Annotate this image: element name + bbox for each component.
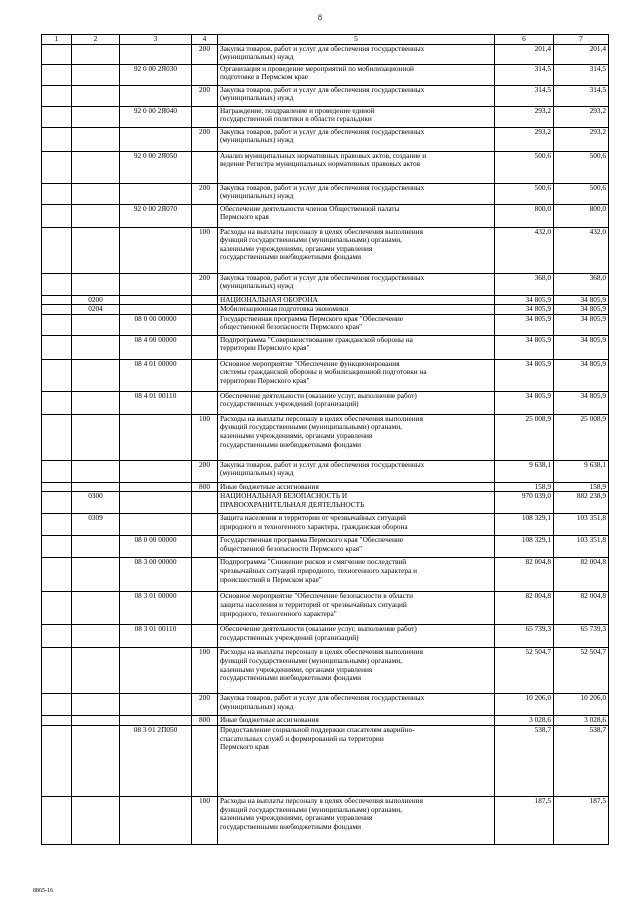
table-row: [42, 625, 609, 648]
cell-c3: 08 0 00 00000: [120, 536, 192, 558]
cell-c7: 800,0: [554, 204, 609, 227]
cell-c6: 3 028,6: [495, 716, 554, 726]
cell-c7: 34 805,9: [554, 314, 609, 335]
cell-c5: Предоставление социальной поддержки спасателям аварийно- спасательных служб и формирований на территории Пермского края: [218, 725, 495, 796]
cell-c1: [42, 391, 72, 414]
cell-c1: [42, 414, 72, 460]
table-row: [42, 314, 609, 335]
cell-c4: 100: [192, 796, 218, 844]
cell-c4: 200: [192, 273, 218, 295]
table-row: [42, 536, 609, 558]
cell-c5: Мобилизационная подготовка экономики: [218, 305, 495, 315]
cell-c1: [42, 335, 72, 359]
cell-c3: [120, 44, 192, 64]
cell-c4: [192, 305, 218, 315]
cell-c7: 34 805,9: [554, 391, 609, 414]
cell-c1: [42, 305, 72, 315]
cell-c4: [192, 204, 218, 227]
cell-c6: 34 805,9: [495, 314, 554, 335]
table-row: [42, 648, 609, 694]
table-row: [42, 273, 609, 295]
cell-c3: [120, 227, 192, 273]
cell-c6: 108 329,1: [495, 536, 554, 558]
cell-c2: [72, 64, 120, 85]
cell-c3: 08 0 00 00000: [120, 314, 192, 335]
cell-c7: 201,4: [554, 44, 609, 64]
cell-c7: 500,6: [554, 183, 609, 204]
cell-c3: [120, 127, 192, 151]
cell-c2: 0204: [72, 305, 120, 315]
cell-c5: Организация и проведение мероприятий по мобилизационной подготовке в Пермском крае: [218, 64, 495, 85]
cell-c5: Закупка товаров, работ и услуг для обеспечения государственных (муниципальных) нужд: [218, 273, 495, 295]
cell-c5: Основное мероприятие "Обеспечение функционирования системы гражданской обороны и мобилизационной подготовки на территории Пермского края": [218, 359, 495, 391]
cell-c6: 108 329,1: [495, 514, 554, 536]
cell-c2: 0300: [72, 492, 120, 514]
cell-c3: 92 0 00 2Я040: [120, 106, 192, 127]
cell-c1: [42, 625, 72, 648]
table-row: [42, 127, 609, 151]
table-row: [42, 558, 609, 592]
cell-c2: [72, 335, 120, 359]
cell-c4: [192, 492, 218, 514]
column-header-6: 6: [495, 35, 554, 45]
cell-c1: [42, 514, 72, 536]
cell-c2: [72, 796, 120, 844]
cell-c2: [72, 314, 120, 335]
cell-c3: [120, 305, 192, 315]
cell-c5: Анализ муниципальных нормативных правовых актов, создание и ведение Регистра муниципальных нормативных правовых актов: [218, 151, 495, 183]
cell-c1: [42, 694, 72, 716]
cell-c2: [72, 648, 120, 694]
cell-c6: 10 206,0: [495, 694, 554, 716]
cell-c1: [42, 273, 72, 295]
cell-c6: 314,5: [495, 64, 554, 85]
cell-c3: 08 3 00 00000: [120, 558, 192, 592]
cell-c6: 65 739,3: [495, 625, 554, 648]
cell-c2: [72, 625, 120, 648]
table-row: [42, 492, 609, 514]
cell-c4: [192, 295, 218, 305]
cell-c1: [42, 204, 72, 227]
cell-c1: [42, 127, 72, 151]
table-row: [42, 460, 609, 482]
cell-c6: 82 004,8: [495, 592, 554, 625]
column-header-3: 3: [120, 35, 192, 45]
table-row: [42, 694, 609, 716]
cell-c3: [120, 273, 192, 295]
cell-c2: [72, 85, 120, 106]
column-header-2: 2: [72, 35, 120, 45]
cell-c1: [42, 295, 72, 305]
cell-c4: 200: [192, 85, 218, 106]
cell-c6: 34 805,9: [495, 359, 554, 391]
cell-c7: 293,2: [554, 106, 609, 127]
cell-c4: 200: [192, 127, 218, 151]
cell-c5: Закупка товаров, работ и услуг для обеспечения государственных (муниципальных) нужд: [218, 183, 495, 204]
table-row: [42, 305, 609, 315]
cell-c1: [42, 151, 72, 183]
table-row: [42, 44, 609, 64]
cell-c4: [192, 391, 218, 414]
cell-c2: [72, 716, 120, 726]
cell-c6: 800,0: [495, 204, 554, 227]
cell-c7: 368,0: [554, 273, 609, 295]
cell-c3: [120, 648, 192, 694]
cell-c3: [120, 716, 192, 726]
cell-c4: [192, 359, 218, 391]
cell-c6: 52 504,7: [495, 648, 554, 694]
cell-c1: [42, 592, 72, 625]
cell-c5: Расходы на выплаты персоналу в целях обеспечения выполнения функций государственными (муниципальными) органами, казенными учреждениями, органами управления государственными внебюджетными фондами: [218, 648, 495, 694]
cell-c2: [72, 359, 120, 391]
cell-c2: [72, 414, 120, 460]
cell-c6: 970 039,0: [495, 492, 554, 514]
cell-c2: [72, 592, 120, 625]
cell-c7: 187,5: [554, 796, 609, 844]
cell-c3: [120, 460, 192, 482]
cell-c2: [72, 183, 120, 204]
cell-c2: [72, 44, 120, 64]
cell-c4: 200: [192, 183, 218, 204]
table-row: [42, 204, 609, 227]
cell-c6: 34 805,9: [495, 335, 554, 359]
cell-c3: [120, 85, 192, 106]
cell-c3: [120, 414, 192, 460]
cell-c4: [192, 592, 218, 625]
cell-c4: 100: [192, 414, 218, 460]
cell-c4: [192, 725, 218, 796]
cell-c5: Государственная программа Пермского края "Обеспечение общественной безопасности Пермского края": [218, 314, 495, 335]
cell-c4: [192, 536, 218, 558]
cell-c5: Закупка товаров, работ и услуг для обеспечения государственных (муниципальных) нужд: [218, 127, 495, 151]
cell-c1: [42, 44, 72, 64]
cell-c5: Иные бюджетные ассигнования: [218, 482, 495, 492]
cell-c7: 293,2: [554, 127, 609, 151]
cell-c6: 314,5: [495, 85, 554, 106]
table-row: [42, 295, 609, 305]
cell-c3: 92 0 00 2Я030: [120, 64, 192, 85]
cell-c4: [192, 151, 218, 183]
cell-c1: [42, 796, 72, 844]
cell-c7: 500,6: [554, 151, 609, 183]
cell-c7: 882 238,9: [554, 492, 609, 514]
cell-c3: 08 3 01 00000: [120, 592, 192, 625]
budget-table: [41, 34, 609, 845]
table-row: [42, 106, 609, 127]
cell-c3: [120, 514, 192, 536]
cell-c5: Закупка товаров, работ и услуг для обеспечения государственных (муниципальных) нужд: [218, 694, 495, 716]
cell-c7: 34 805,9: [554, 305, 609, 315]
page-number: 8: [318, 13, 322, 22]
cell-c3: [120, 482, 192, 492]
cell-c4: [192, 335, 218, 359]
cell-c5: НАЦИОНАЛЬНАЯ ОБОРОНА: [218, 295, 495, 305]
cell-c3: [120, 295, 192, 305]
cell-c4: [192, 64, 218, 85]
cell-c1: [42, 536, 72, 558]
cell-c5: Закупка товаров, работ и услуг для обеспечения государственных (муниципальных) нужд: [218, 85, 495, 106]
cell-c6: 293,2: [495, 106, 554, 127]
cell-c5: Обеспечение деятельности (оказание услуг, выполнение работ) государственных учреждений (организаций): [218, 391, 495, 414]
table-row: [42, 151, 609, 183]
cell-c7: 65 739,3: [554, 625, 609, 648]
cell-c6: 432,0: [495, 227, 554, 273]
cell-c5: Расходы на выплаты персоналу в целях обеспечения выполнения функций государственными (муниципальными) органами, казенными учреждениями, органами управления государственными внебюджетными фондами: [218, 227, 495, 273]
cell-c7: 34 805,9: [554, 295, 609, 305]
column-header-5: 5: [218, 35, 495, 45]
cell-c4: [192, 106, 218, 127]
cell-c6: 500,6: [495, 183, 554, 204]
table-row: [42, 183, 609, 204]
cell-c1: [42, 314, 72, 335]
cell-c4: 200: [192, 44, 218, 64]
cell-c1: [42, 359, 72, 391]
table-row: [42, 514, 609, 536]
cell-c2: [72, 482, 120, 492]
cell-c7: 103 351,8: [554, 536, 609, 558]
cell-c7: 82 004,8: [554, 592, 609, 625]
cell-c3: 08 3 01 00110: [120, 625, 192, 648]
cell-c7: 103 351,8: [554, 514, 609, 536]
cell-c4: [192, 314, 218, 335]
cell-c3: 08 4 01 00110: [120, 391, 192, 414]
cell-c2: [72, 460, 120, 482]
table-row: [42, 482, 609, 492]
cell-c6: 538,7: [495, 725, 554, 796]
cell-c7: 34 805,9: [554, 359, 609, 391]
cell-c7: 158,9: [554, 482, 609, 492]
cell-c5: Обеспечение деятельности (оказание услуг, выполнение работ) государственных учреждений (организаций): [218, 625, 495, 648]
cell-c7: 314,5: [554, 85, 609, 106]
cell-c6: 187,5: [495, 796, 554, 844]
cell-c4: 200: [192, 694, 218, 716]
column-header-row: [42, 35, 609, 45]
table-row: [42, 592, 609, 625]
cell-c4: [192, 514, 218, 536]
cell-c6: 201,4: [495, 44, 554, 64]
cell-c5: Подпрограмма "Совершенствование гражданской обороны на территории Пермского края": [218, 335, 495, 359]
cell-c6: 34 805,9: [495, 305, 554, 315]
cell-c1: [42, 482, 72, 492]
cell-c2: [72, 273, 120, 295]
cell-c6: 9 638,1: [495, 460, 554, 482]
cell-c7: 82 004,8: [554, 558, 609, 592]
cell-c3: [120, 796, 192, 844]
cell-c5: Основное мероприятие "Обеспечение безопасности в области защиты населения и территорий от чрезвычайных ситуаций природного, техногенного характера": [218, 592, 495, 625]
table-row: [42, 796, 609, 844]
cell-c1: [42, 64, 72, 85]
cell-c4: [192, 625, 218, 648]
cell-c1: [42, 492, 72, 514]
cell-c1: [42, 85, 72, 106]
cell-c5: Обеспечение деятельности членов Общественной палаты Пермского края: [218, 204, 495, 227]
cell-c5: Расходы на выплаты персоналу в целях обеспечения выполнения функций государственными (муниципальными) органами, казенными учреждениями, органами управления государственными внебюджетными фондами: [218, 414, 495, 460]
cell-c5: Закупка товаров, работ и услуг для обеспечения государственных (муниципальных) нужд: [218, 44, 495, 64]
cell-c3: 92 0 00 2Я070: [120, 204, 192, 227]
cell-c6: 82 004,8: [495, 558, 554, 592]
table-row: [42, 359, 609, 391]
cell-c2: [72, 391, 120, 414]
cell-c4: 200: [192, 460, 218, 482]
cell-c5: Подпрограмма "Снижение рисков и смягчение последствий чрезвычайных ситуаций природного, техногенного характера и происшествий в Пермском крае": [218, 558, 495, 592]
cell-c5: Расходы на выплаты персоналу в целях обеспечения выполнения функций государственными (муниципальными) органами, казенными учреждениями, органами управления государственными внебюджетными фондами: [218, 796, 495, 844]
cell-c2: [72, 127, 120, 151]
cell-c3: 92 0 00 2Я050: [120, 151, 192, 183]
cell-c3: 08 4 00 00000: [120, 335, 192, 359]
cell-c7: 314,5: [554, 64, 609, 85]
cell-c5: Награждение, поздравление и проведение единой государственной политики в области геральдики: [218, 106, 495, 127]
cell-c4: 100: [192, 648, 218, 694]
cell-c2: [72, 536, 120, 558]
cell-c1: [42, 648, 72, 694]
cell-c7: 9 638,1: [554, 460, 609, 482]
table-row: [42, 85, 609, 106]
cell-c1: [42, 716, 72, 726]
cell-c3: [120, 694, 192, 716]
cell-c6: 368,0: [495, 273, 554, 295]
cell-c1: [42, 227, 72, 273]
cell-c5: Закупка товаров, работ и услуг для обеспечения государственных (муниципальных) нужд: [218, 460, 495, 482]
cell-c3: [120, 492, 192, 514]
cell-c2: [72, 204, 120, 227]
table-row: [42, 64, 609, 85]
cell-c2: 0200: [72, 295, 120, 305]
table-row: [42, 227, 609, 273]
cell-c7: 52 504,7: [554, 648, 609, 694]
cell-c1: [42, 183, 72, 204]
cell-c3: 08 3 01 2П050: [120, 725, 192, 796]
cell-c7: 10 206,0: [554, 694, 609, 716]
cell-c5: Государственная программа Пермского края "Обеспечение общественной безопасности Пермского края": [218, 536, 495, 558]
cell-c2: [72, 558, 120, 592]
cell-c6: 25 008,9: [495, 414, 554, 460]
footer-code: 8865-16: [33, 888, 53, 894]
cell-c1: [42, 725, 72, 796]
table-row: [42, 414, 609, 460]
table-row: [42, 725, 609, 796]
cell-c2: [72, 694, 120, 716]
cell-c5: Иные бюджетные ассигнования: [218, 716, 495, 726]
cell-c5: Защита населения и территории от чрезвычайных ситуаций природного и техногенного характера, гражданская оборона: [218, 514, 495, 536]
table-row: [42, 335, 609, 359]
cell-c1: [42, 106, 72, 127]
cell-c7: 3 028,6: [554, 716, 609, 726]
cell-c6: 293,2: [495, 127, 554, 151]
cell-c7: 432,0: [554, 227, 609, 273]
cell-c4: [192, 558, 218, 592]
cell-c2: [72, 725, 120, 796]
cell-c6: 34 805,9: [495, 391, 554, 414]
cell-c2: 0309: [72, 514, 120, 536]
cell-c7: 538,7: [554, 725, 609, 796]
cell-c1: [42, 460, 72, 482]
cell-c6: 500,6: [495, 151, 554, 183]
cell-c6: 158,9: [495, 482, 554, 492]
cell-c2: [72, 151, 120, 183]
column-header-7: 7: [554, 35, 609, 45]
cell-c7: 34 805,9: [554, 335, 609, 359]
cell-c4: 800: [192, 716, 218, 726]
cell-c4: 800: [192, 482, 218, 492]
cell-c6: 34 805,9: [495, 295, 554, 305]
cell-c3: 08 4 01 00000: [120, 359, 192, 391]
column-header-1: 1: [42, 35, 72, 45]
table-row: [42, 716, 609, 726]
table-row: [42, 391, 609, 414]
cell-c4: 100: [192, 227, 218, 273]
column-header-4: 4: [192, 35, 218, 45]
cell-c7: 25 008,9: [554, 414, 609, 460]
cell-c2: [72, 106, 120, 127]
cell-c3: [120, 183, 192, 204]
cell-c1: [42, 558, 72, 592]
cell-c5: НАЦИОНАЛЬНАЯ БЕЗОПАСНОСТЬ И ПРАВООХРАНИТЕЛЬНАЯ ДЕЯТЕЛЬНОСТЬ: [218, 492, 495, 514]
cell-c2: [72, 227, 120, 273]
